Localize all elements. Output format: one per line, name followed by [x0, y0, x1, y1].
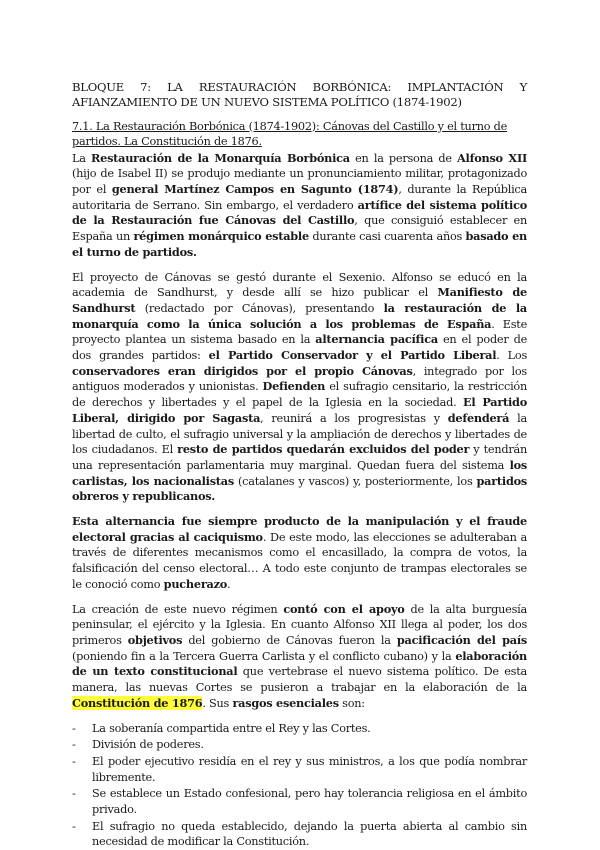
section-heading: 7.1. La Restauración Borbónica (1874-1902): Cánovas del Castillo y el turno de partidos. La Constitución de 1876. — [72, 119, 527, 149]
bold-text: objetivos — [128, 633, 182, 647]
bold-text: pucherazo — [164, 577, 227, 591]
bold-text: artífice del sistema político de la Restauración fue Cánovas del Castillo — [72, 198, 527, 228]
bold-text: general Martínez Campos en Sagunto (1874) — [112, 182, 398, 196]
bold-text: Esta alternancia fue siempre producto de la manipulación y el fraude electoral gracias al caciquismo — [72, 514, 527, 544]
bold-text: alternancia pacífica — [315, 332, 438, 346]
bold-text: régimen monárquico estable — [133, 229, 308, 243]
highlighted-text: Constitución de 1876 — [72, 696, 202, 710]
bold-text: la restauración de la monarquía como la única solución a los problemas de España — [72, 301, 527, 331]
list-item: - La soberanía compartida entre el Rey y las Cortes. — [72, 721, 527, 737]
paragraph-proyecto-canovas: El proyecto de Cánovas se gestó durante el Sexenio. Alfonso se educó en la academia de Sandhurst, y desde allí se hizo publicar el Manifiesto de Sandhurst (redactado por Cánovas), presentando la restauración de la monarquía como la única solución a los problemas de España. Este proyecto plantea un sistema basado en la alternancia pacífica en el poder de dos grandes partidos: el Partido Conservador y el Partido Liberal. Los conservadores eran dirigidos por el propio Cánovas, integrado por los antiguos moderados y unionistas. Defienden el sufragio censitario, la restricción de derechos y libertades y el papel de la Iglesia en la sociedad. El Partido Liberal, dirigido por Sagasta, reunirá a los progresistas y defenderá la libertad de culto, el sufragio universal y la ampliación de derechos y libertades de los ciudadanos. El resto de partidos quedarán excluidos del poder y tendrán una representación parlamentaria muy marginal. Quedan fuera del sistema los carlistas, los nacionalistas (catalanes y vascos) y, posteriormente, los partidos obreros y republicanos. — [72, 270, 527, 506]
bold-text: Alfonso XII — [457, 151, 527, 165]
paragraph-constitucion: La creación de este nuevo régimen contó con el apoyo de la alta burguesía peninsular, el ejército y la Iglesia. En cuanto Alfonso XII llega al poder, los dos primeros objetivos del gobierno de Cánovas fueron la pacificación del país (poniendo fin a la Tercera Guerra Carlista y el conflicto cubano) y la elaboración de un texto constitucional que vertebrase el nuevo sistema político. De esta manera, las nuevas Cortes se pusieron a trabajar en la elaboración de la Constitución de 1876. Sus rasgos esenciales son: — [72, 602, 527, 712]
list-item: - Se establece un Estado confesional, pero hay tolerancia religiosa en el ámbito privado. — [72, 786, 527, 817]
bold-text: los carlistas, los nacionalistas — [72, 458, 527, 488]
list-item: - El poder ejecutivo residía en el rey y sus ministros, a los que podía nombrar libremente. — [72, 754, 527, 785]
list-item: - El sufragio no queda establecido, dejando la puerta abierta al cambio sin necesidad de modificar la Constitución. — [72, 819, 527, 850]
bold-text: El Partido Liberal, dirigido por Sagasta — [72, 395, 527, 425]
document-title: BLOQUE 7: LA RESTAURACIÓN BORBÓNICA: IMPLANTACIÓN Y AFIANZAMIENTO DE UN NUEVO SISTEMA POLÍTICO (1874-1902) — [72, 80, 527, 111]
paragraph-restauracion: La Restauración de la Monarquía Borbónica en la persona de Alfonso XII (hijo de Isabel II) se produjo mediante un pronunciamiento militar, protagonizado por el general Martínez Campos en Sagunto (1874), durante la República autoritaria de Serrano. Sin embargo, el verdadero artífice del sistema político de la Restauración fue Cánovas del Castillo, que consiguió establecer en España un régimen monárquico estable durante casi cuarenta años basado en el turno de partidos. — [72, 151, 527, 261]
bold-text: rasgos esenciales — [232, 696, 338, 710]
bold-text: resto de partidos quedarán excluidos del poder — [177, 442, 469, 456]
bold-text: Manifiesto de Sandhurst — [72, 285, 527, 315]
bold-text: partidos obreros y republicanos. — [72, 474, 527, 504]
paragraph-caciquismo: Esta alternancia fue siempre producto de la manipulación y el fraude electoral gracias al caciquismo. De este modo, las elecciones se adulteraban a través de diferentes mecanismos como el encasillado, la compra de votos, la falsificación del censo electoral… A todo este conjunto de trampas electorales se le conoció como pucherazo. — [72, 514, 527, 593]
rasgos-list — [72, 721, 527, 850]
bold-text: contó con el apoyo — [283, 602, 404, 616]
bold-text: Defienden — [263, 379, 326, 393]
bold-text: defenderá — [448, 411, 509, 425]
bold-text: elaboración de un texto constitucional — [72, 649, 527, 679]
bold-text: Restauración de la Monarquía Borbónica — [91, 151, 350, 165]
bold-text: el Partido Conservador y el Partido Liberal — [209, 348, 497, 362]
bold-text: pacificación del país — [397, 633, 527, 647]
bold-text: basado en el turno de partidos. — [72, 229, 527, 259]
list-item: - División de poderes. — [72, 737, 527, 753]
bold-text: conservadores eran dirigidos por el propio Cánovas — [72, 364, 413, 378]
